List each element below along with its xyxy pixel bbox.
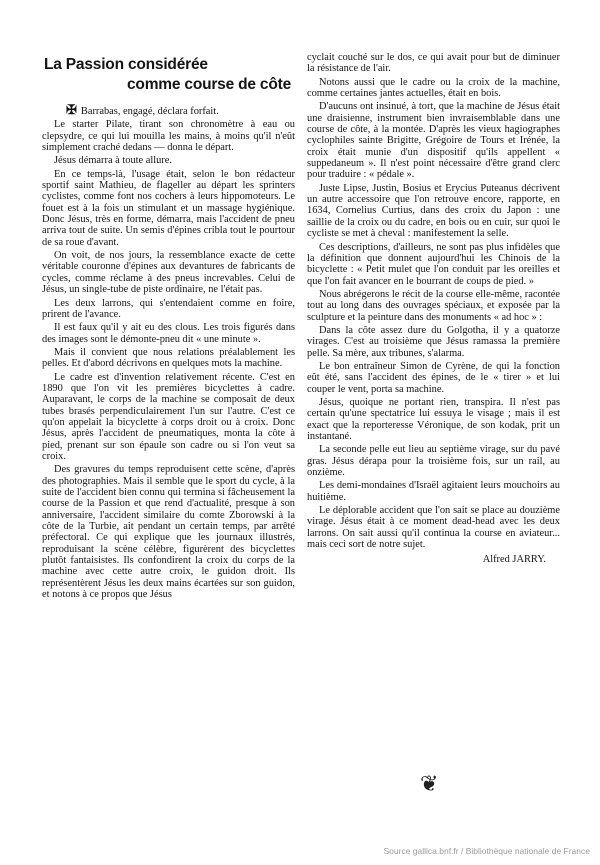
author-signature: Alfred JARRY. xyxy=(482,554,546,566)
paragraph: Le déplorable accident que l'on sait se place au douzième virage. Jésus était à ce moment dead-head avec les deux larrons. On sait aussi qu'il continua la course en aviateur... mais ceci sort de notre sujet. xyxy=(307,505,560,551)
paragraph: Les deux larrons, qui s'entendaient comme en foire, prirent de l'avance. xyxy=(42,297,295,320)
paragraph: En ce temps-là, l'usage était, selon le bon rédacteur sportif saint Mathieu, de flageller au départ les sprinters cyclistes, comme font nos cochers à leurs hippomoteurs. Le fouet est à la fois un stimulant et un massage hygiénique. Donc Jésus, très en forme, démarra, mais l'accident de pneu arriva tout de suite. Un semis d'épines cribla tout le pourtour de sa roue d'avant. xyxy=(42,168,295,248)
article-title-line1: La Passion considérée xyxy=(44,56,208,73)
paragraph: Les demi-mondaines d'Israël agitaient leurs mouchoirs au huitième. xyxy=(307,480,560,503)
paragraph: Jésus démarra à toute allure. xyxy=(54,155,173,167)
paragraph: Notons aussi que le cadre ou la croix de la machine, comme certaines jantes actuelles, était en bois. xyxy=(307,76,560,100)
paragraph: Juste Lipse, Justin, Bosius et Erycius Puteanus décrivent un autre accessoire que l'on retrouve encore, rapporte, en 1634, Cornelius Curtius, dans des croix du Japon : une saillie de la croix ou du cadre, en bois ou en cuir, sur quoi le cycliste se met à cheval : manifestement la selle. xyxy=(307,182,560,240)
paragraph: On voit, de nos jours, la ressemblance exacte de cette véritable couronne d'épines aux devantures de fabricants de cycles, comme réclame à des pneus increvables. Celui de Jésus, un single-tube de piste ordinaire, ne l'était pas. xyxy=(42,250,295,296)
paragraph: Ces descriptions, d'ailleurs, ne sont pas plus infidèles que la définition que donnent aujourd'hui les Chinois de la bicyclette : « Petit mulet que l'on conduit par les oreilles et que l'on fait avancer en le bourrant de coups de pied. » xyxy=(307,241,560,287)
left-column xyxy=(42,50,295,602)
paragraph: Des gravures du temps reproduisent cette scène, d'après des photographies. Mais il semble que le sport du cycle, à la suite de l'accident bien connu qui termina si fâcheusement la course de la Passion et que rend d'actualité, presque à son anniversaire, l'accident similaire du comte Zborowski à la côte de la Turbie, ait pendant un certain temps, par arrêté préfectoral. Ce qui explique que les journaux illustrés, reproduisant la scène célèbre, figurèrent des bicyclettes plutôt fantaisistes. Ils confondirent la croix du corps de la machine avec cette autre croix, le guidon droit. Ils représentèrent Jésus les deux mains écartées sur son guidon, et notons à ce propos que Jésus xyxy=(42,464,295,601)
paragraph: Mais il convient que nous relations préalablement les pelles. Et d'abord décrivons en quelques mots la machine. xyxy=(42,346,295,370)
article-title-line2: comme course de côte xyxy=(127,76,291,93)
paragraph: ✠ Barrabas, engagé, déclara forfait. xyxy=(42,104,295,117)
fleuron-icon: ❦ xyxy=(420,772,439,797)
paragraph: Jésus, quoique ne portant rien, transpira. Il n'est pas certain qu'une spectatrice lui essuya le visage ; mais il est exact que la reporteresse Véronique, de son kodak, prit un instantané. xyxy=(307,396,560,442)
paragraph: D'aucuns ont insinué, à tort, que la machine de Jésus était une draisienne, instrument bien invraisemblable dans une course de côte, à la montée. D'après les vieux hagiographes cyclophiles sainte Brigitte, Grégoire de Tours et Irénée, la croix était munie d'un dispositif qu'ils appellent « suppedaneum ». Il n'est point nécessaire d'être grand clerc pour traduire : « pédale ». xyxy=(307,101,560,181)
source-footer: Source gallica.bnf.fr / Bibliothèque nationale de France xyxy=(383,846,590,856)
ornament-icon: ✠ xyxy=(66,102,77,117)
paragraph: Le starter Pilate, tirant son chronomètre à eau ou clepsydre, ce qui lui mouilla les mains, à moins qu'il n'eût simplement craché dedans — donna le départ. xyxy=(42,119,295,154)
paragraph: Il est faux qu'il y ait eu des clous. Les trois figurés dans des images sont le démonte-pneu dit « une minute ». xyxy=(42,322,295,345)
paragraph: cyclait couché sur le dos, ce qui avait pour but de diminuer la résistance de l'air. xyxy=(307,52,560,75)
paragraph: Dans la côte assez dure du Golgotha, il y a quatorze virages. C'est au troisième que Jésus ramassa la première pelle. Sa mère, aux tribunes, s'alarma. xyxy=(307,324,560,359)
paragraph: La seconde pelle eut lieu au septième virage, sur du pavé gras. Jésus dérapa pour la troisième fois, sur un rail, au onzième. xyxy=(307,444,560,479)
right-column xyxy=(307,52,560,568)
paragraph: Le bon entraîneur Simon de Cyrène, de qui la fonction eût été, sans l'accident des épines, de le « tirer » et lui couper le vent, porta sa machine. xyxy=(307,360,560,395)
paragraph: Nous abrégerons le récit de la course elle-même, racontée tout au long dans des ouvrages spéciaux, et exposée par la sculpture et la peinture dans des monuments « ad hoc » : xyxy=(307,288,560,323)
paragraph: Le cadre est d'invention relativement récente. C'est en 1890 que l'on vit les premières bicyclettes à cadre. Auparavant, le corps de la machine se composait de deux tubes brasés perpendiculairement l'un sur l'autre. C'est ce qu'on appelait la bicyclette à corps droit ou à croix. Donc Jésus, après l'accident de pneumatiques, monta la côte à pied, prenant sur son épaule son cadre ou si l'on veut sa croix. xyxy=(42,371,295,462)
